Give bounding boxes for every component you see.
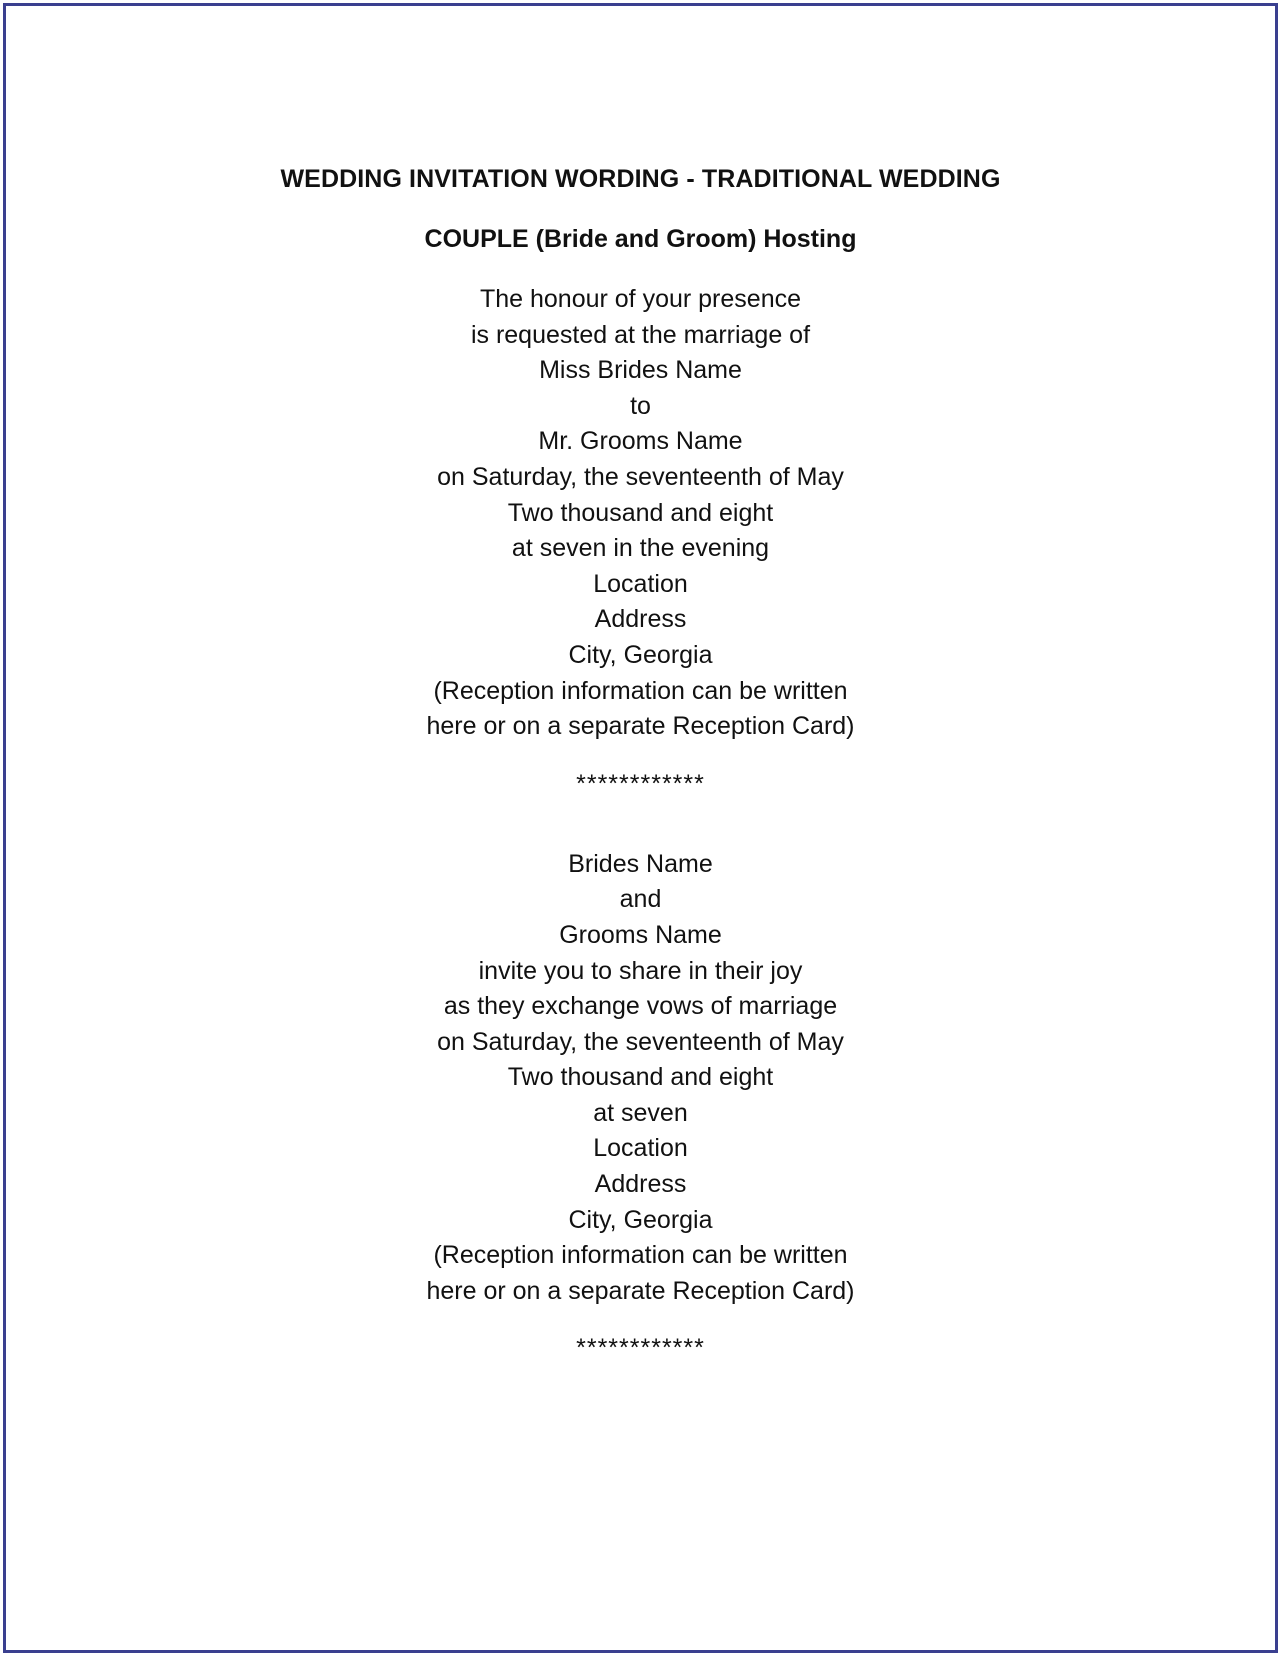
invitation-line: as they exchange vows of marriage [443,992,838,1021]
invitation-line: Address [594,1170,687,1199]
invitation-line: City, Georgia [568,1205,713,1234]
invitation-line: to [630,391,651,420]
invitation-line: Two thousand and eight [507,1063,774,1092]
invitation-line: Brides Name [568,849,713,878]
invitation-line: on Saturday, the seventeenth of May [437,1027,844,1056]
document-title: WEDDING INVITATION WORDING - TRADITIONAL WEDDING [280,165,1001,193]
invitation-line: is requested at the marriage of [470,320,811,349]
separator-asterisks: ************ [576,769,705,798]
invitation-line: invite you to share in their joy [478,956,803,985]
invitation-line: at seven [593,1098,688,1127]
invitation-line: Grooms Name [559,920,722,949]
document-content [6,162,1275,1365]
invitation-block-2 [6,847,1275,1366]
invitation-line: The honour of your presence [479,285,802,313]
invitation-line: City, Georgia [568,640,713,669]
invitation-line: Miss Brides Name [539,356,742,385]
document-subtitle: COUPLE (Bride and Groom) Hosting [424,225,857,253]
invitation-line: on Saturday, the seventeenth of May [437,462,844,491]
invitation-line: here or on a separate Reception Card) [426,712,855,741]
page-frame [3,3,1278,1653]
invitation-line: Address [594,605,687,634]
invitation-block-1 [6,282,1275,801]
invitation-line: Location [593,569,688,598]
separator-asterisks: ************ [576,1334,705,1363]
invitation-line: here or on a separate Reception Card) [426,1276,855,1305]
invitation-line: (Reception information can be written [433,1241,848,1270]
invitation-line: Mr. Grooms Name [538,427,743,456]
invitation-line: Two thousand and eight [507,498,774,527]
invitation-line: and [619,885,662,914]
invitation-line: Location [593,1134,688,1163]
invitation-line: at seven in the evening [511,534,770,563]
invitation-line: (Reception information can be written [433,676,848,705]
